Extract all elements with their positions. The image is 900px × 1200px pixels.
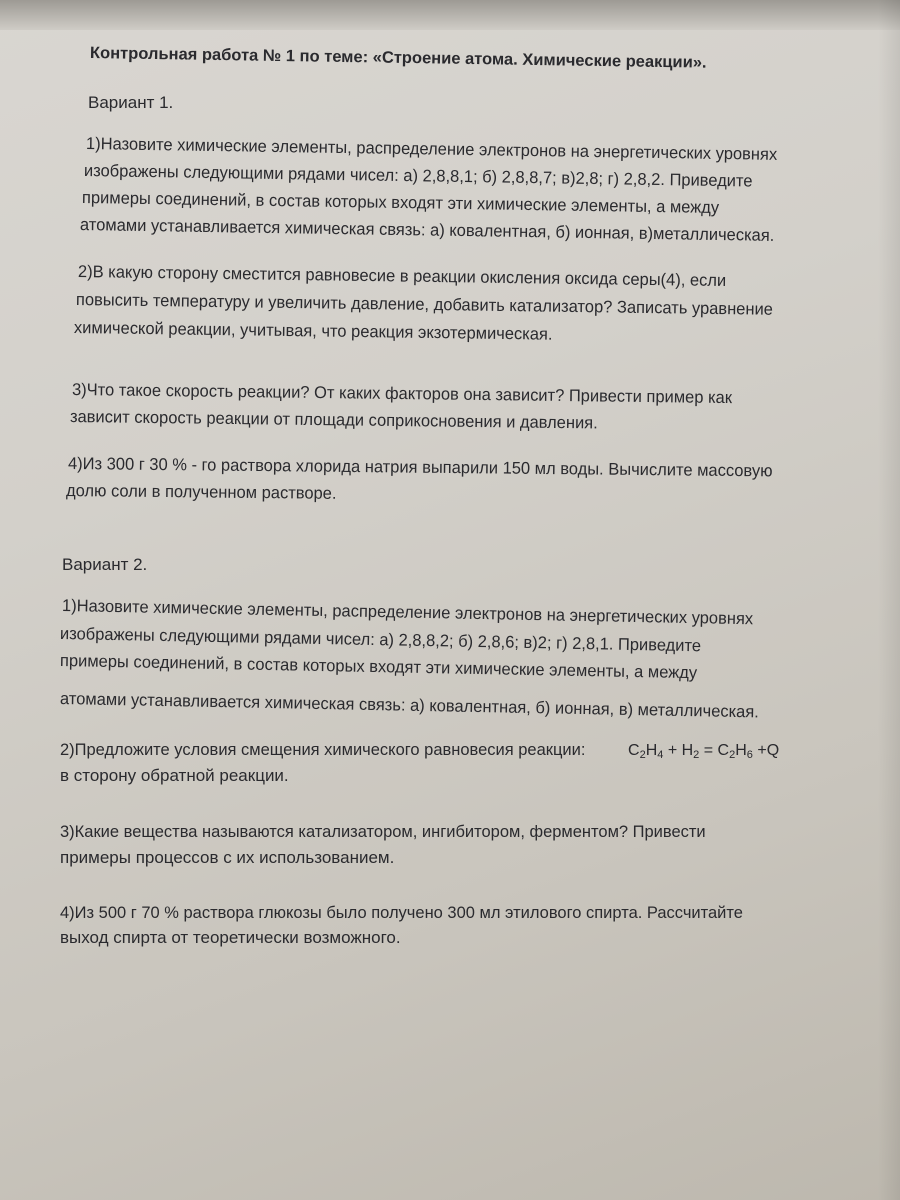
v1-q3-line: зависит скорость реакции от площади соприкосновения и давления. [69, 407, 598, 433]
v2-q1-line: 1)Назовите химические элементы, распределение электронов на энергетических уровнях [61, 596, 754, 629]
v2-q1-line: атомами устанавливается химическая связь: а) ковалентная, б) ионная, в) металлическая. [59, 689, 760, 722]
page-top-edge [0, 0, 900, 30]
v1-q4-line: 4)Из 300 г 30 % - го раствора хлорида натрия выпарили 150 мл воды. Вычислите массовую [67, 454, 773, 481]
v1-q2-line: 2)В какую сторону сместится равновесие в реакции окисления оксида серы(4), если [77, 262, 727, 291]
v1-q1-line: атомами устанавливается химическая связь: а) ковалентная, б) ионная, в)металлическая. [79, 215, 775, 245]
v2-q2-line: в сторону обратной реакции. [60, 766, 289, 785]
page-right-shadow [878, 0, 900, 1200]
v1-q1-line: изображены следующими рядами чисел: а) 2,8,8,1; б) 2,8,8,7; в)2,8; г) 2,8,2. Приведите [83, 161, 753, 191]
v2-q2-line: 2)Предложите условия смещения химического равновесия реакции: [60, 740, 586, 759]
v2-q3-line: 3)Какие вещества называются катализатором, ингибитором, ферментом? Привести [60, 822, 706, 841]
v1-q2-line: химической реакции, учитывая, что реакция экзотермическая. [73, 318, 553, 344]
v1-q1-line: примеры соединений, в состав которых входят эти химические элементы, а между [81, 188, 720, 218]
v1-q3-line: 3)Что такое скорость реакции? От каких факторов она зависит? Привести пример как [71, 380, 733, 408]
v1-q4-line: долю соли в полученном растворе. [65, 481, 337, 503]
v2-q4-line: 4)Из 500 г 70 % раствора глюкозы было получено 300 мл этилового спирта. Рассчитайте [60, 903, 743, 922]
variant-2-label: Вариант 2. [62, 555, 148, 574]
v2-q1-line: примеры соединений, в состав которых входят эти химические элементы, а между [59, 651, 698, 683]
v2-q1-line: изображены следующими рядами чисел: а) 2,8,8,2; б) 2,8,6; в)2; г) 2,8,1. Приведите [59, 624, 702, 656]
reaction-formula: $C_2H_4 + H_2 = C_2H_6 +Q$ [628, 742, 780, 761]
v1-q1-line: 1)Назовите химические элементы, распределение электронов на энергетических уровнях [85, 134, 778, 164]
v2-q3-line: примеры процессов с их использованием. [60, 848, 395, 867]
v2-q4-line: выход спирта от теоретически возможного. [60, 928, 401, 947]
document-title: Контрольная работа № 1 по теме: «Строение атома. Химические реакции». [89, 44, 707, 72]
v1-q2-line: повысить температуру и увеличить давление, добавить катализатор? Записать уравнение [75, 290, 774, 319]
variant-1-label: Вариант 1. [88, 93, 174, 112]
